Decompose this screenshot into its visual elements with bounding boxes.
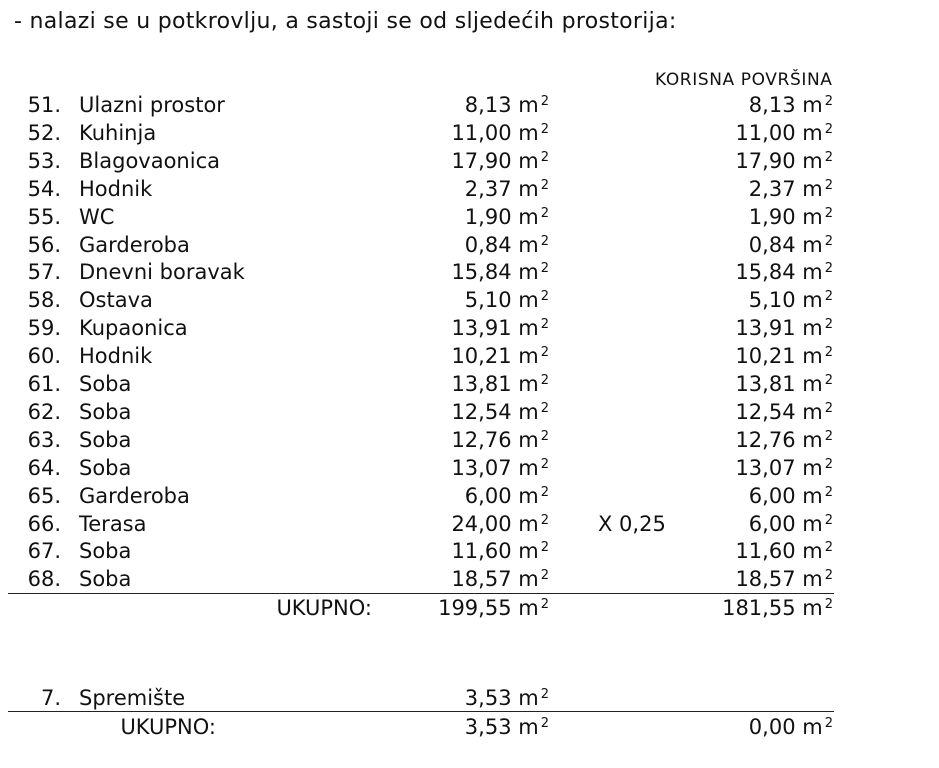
room-name: Hodnik <box>79 176 153 201</box>
room-name: Hodnik <box>79 344 153 369</box>
unit: m <box>802 427 823 452</box>
total2-divider <box>8 711 834 712</box>
room-num: 51. <box>27 93 61 117</box>
unit: m <box>518 148 539 173</box>
room-useful-value: 12,76 <box>735 427 796 452</box>
unit: m <box>802 539 823 564</box>
unit: m <box>518 399 539 424</box>
room-name: Garderoba <box>79 232 190 257</box>
room-area <box>451 398 549 426</box>
room-num: 54. <box>27 176 61 201</box>
unit: m <box>518 686 539 710</box>
room-num: 66. <box>27 511 61 536</box>
table-row <box>0 537 939 565</box>
room-useful-area <box>735 426 833 454</box>
table-row <box>0 203 939 231</box>
unit-sup: 2 <box>540 289 549 305</box>
unit: m <box>518 120 539 145</box>
room-area <box>465 231 549 259</box>
unit-sup: 2 <box>540 716 549 731</box>
room-useful-area <box>749 203 833 231</box>
unit: m <box>518 260 539 285</box>
room-useful-area <box>735 454 833 482</box>
unit: m <box>518 567 539 592</box>
room-area-value: 18,57 <box>451 567 512 592</box>
room-name: Terasa <box>79 511 147 536</box>
room-area <box>451 258 549 286</box>
room-useful-value: 1,90 <box>748 204 796 229</box>
storage-row <box>0 684 939 712</box>
storage-num: 7. <box>40 686 61 710</box>
table-row <box>0 398 939 426</box>
unit-sup: 2 <box>824 121 833 137</box>
unit-sup: 2 <box>824 261 833 277</box>
unit: m <box>802 399 823 424</box>
room-name: Garderoba <box>79 483 190 508</box>
room-area <box>465 482 549 510</box>
room-num: 60. <box>27 344 61 369</box>
unit-sup: 2 <box>824 94 833 109</box>
room-useful-area <box>749 482 833 510</box>
room-name: Soba <box>79 567 132 592</box>
room-useful-value: 13,91 <box>735 316 796 341</box>
room-name: Soba <box>79 427 132 452</box>
total2-useful <box>749 713 833 741</box>
unit-sup: 2 <box>824 233 833 249</box>
room-num: 65. <box>27 483 61 508</box>
table-row <box>0 175 939 203</box>
unit-sup: 2 <box>540 345 549 361</box>
total-label: UKUPNO: <box>276 596 372 620</box>
room-area-value: 15,84 <box>451 260 512 285</box>
unit-sup: 2 <box>540 261 549 277</box>
room-area-value: 12,76 <box>451 427 512 452</box>
total-useful-value: 181,55 <box>722 596 796 620</box>
room-name: WC <box>79 204 115 229</box>
unit-sup: 2 <box>540 512 549 528</box>
room-useful-area <box>749 175 833 203</box>
unit: m <box>802 511 823 536</box>
unit: m <box>802 120 823 145</box>
room-area-value: 11,00 <box>451 120 512 145</box>
unit: m <box>518 483 539 508</box>
room-useful-area <box>749 91 833 119</box>
room-area <box>451 119 549 147</box>
room-area-value: 1,90 <box>464 204 512 229</box>
unit: m <box>802 316 823 341</box>
room-area <box>451 370 549 398</box>
room-name: Soba <box>79 399 132 424</box>
room-useful-value: 13,81 <box>735 372 796 396</box>
unit-sup: 2 <box>824 540 833 556</box>
room-useful-area <box>735 147 833 175</box>
unit-sup: 2 <box>824 484 833 500</box>
unit: m <box>518 93 539 117</box>
unit-sup: 2 <box>540 373 549 388</box>
unit-sup: 2 <box>540 233 549 249</box>
room-area <box>451 342 549 370</box>
unit: m <box>802 344 823 369</box>
room-useful-area <box>735 537 833 565</box>
room-num: 64. <box>27 455 61 480</box>
total-row <box>0 594 939 622</box>
room-area <box>451 537 549 565</box>
storage-area-value: 3,53 <box>464 686 512 710</box>
room-area-value: 12,54 <box>451 399 512 424</box>
table-row <box>0 565 939 593</box>
room-num: 59. <box>27 316 61 341</box>
room-useful-value: 6,00 <box>748 511 796 536</box>
room-name: Blagovaonica <box>79 148 220 173</box>
room-name: Soba <box>79 539 132 564</box>
room-area <box>465 286 549 314</box>
unit-sup: 2 <box>824 317 833 333</box>
room-useful-area <box>735 314 833 342</box>
unit: m <box>518 455 539 480</box>
total2-row <box>0 713 939 741</box>
room-useful-area <box>735 398 833 426</box>
total-area-value: 199,55 <box>438 596 512 620</box>
table-row <box>0 482 939 510</box>
room-area <box>451 426 549 454</box>
unit-sup: 2 <box>824 289 833 305</box>
unit-sup: 2 <box>540 597 549 612</box>
unit: m <box>802 372 823 396</box>
table-row <box>0 342 939 370</box>
unit: m <box>518 427 539 452</box>
storage-name: Spremište <box>79 686 186 710</box>
unit: m <box>518 511 539 536</box>
room-name: Dnevni boravak <box>79 260 245 285</box>
room-useful-value: 13,07 <box>735 455 796 480</box>
room-name: Kupaonica <box>79 316 188 341</box>
useful-area-header: KORISNA POVRŠINA <box>655 70 833 90</box>
room-multiplier: X 0,25 <box>598 511 666 536</box>
room-num: 56. <box>27 232 61 257</box>
unit-sup: 2 <box>540 317 549 333</box>
unit: m <box>518 715 539 739</box>
unit: m <box>802 715 823 739</box>
room-area-value: 8,13 <box>464 93 512 117</box>
unit: m <box>802 204 823 229</box>
unit-sup: 2 <box>824 716 833 731</box>
room-area-value: 24,00 <box>451 511 512 536</box>
unit: m <box>802 232 823 257</box>
table-row <box>0 454 939 482</box>
room-useful-area <box>749 510 833 538</box>
room-name: Ostava <box>79 288 153 313</box>
room-num: 61. <box>27 372 61 396</box>
room-name: Soba <box>79 455 132 480</box>
unit-sup: 2 <box>540 177 549 193</box>
unit: m <box>518 176 539 201</box>
room-num: 63. <box>27 427 61 452</box>
unit-sup: 2 <box>540 540 549 556</box>
unit: m <box>518 204 539 229</box>
unit-sup: 2 <box>540 400 549 416</box>
room-area-value: 13,81 <box>451 372 512 396</box>
unit: m <box>802 176 823 201</box>
total-useful <box>722 594 833 622</box>
table-row <box>0 510 939 538</box>
unit: m <box>518 232 539 257</box>
unit-sup: 2 <box>824 205 833 221</box>
room-num: 62. <box>27 399 61 424</box>
unit-sup: 2 <box>540 456 549 472</box>
total-area <box>438 594 549 622</box>
room-useful-value: 12,54 <box>735 399 796 424</box>
room-useful-value: 0,84 <box>748 232 796 257</box>
unit-sup: 2 <box>540 687 549 702</box>
total2-area-value: 3,53 <box>464 715 512 739</box>
unit: m <box>518 596 539 620</box>
table-row <box>0 258 939 286</box>
unit: m <box>518 344 539 369</box>
room-useful-value: 6,00 <box>748 483 796 508</box>
unit-sup: 2 <box>540 149 549 165</box>
room-name: Kuhinja <box>79 120 157 145</box>
unit-sup: 2 <box>540 484 549 500</box>
room-area <box>465 203 549 231</box>
room-area <box>465 175 549 203</box>
room-useful-area <box>735 119 833 147</box>
table-row <box>0 314 939 342</box>
unit: m <box>518 316 539 341</box>
room-num: 53. <box>27 148 61 173</box>
room-name: Soba <box>79 372 132 396</box>
room-area-value: 0,84 <box>464 232 512 257</box>
unit: m <box>802 260 823 285</box>
room-area <box>451 510 549 538</box>
total2-useful-value: 0,00 <box>748 715 796 739</box>
room-area-value: 5,10 <box>464 288 512 313</box>
room-useful-value: 17,90 <box>735 148 796 173</box>
room-name: Ulazni prostor <box>79 93 225 117</box>
unit: m <box>518 372 539 396</box>
room-useful-area <box>735 342 833 370</box>
room-useful-value: 10,21 <box>735 344 796 369</box>
unit-sup: 2 <box>824 345 833 361</box>
room-area-value: 13,91 <box>451 316 512 341</box>
room-area <box>451 565 549 593</box>
unit: m <box>802 567 823 592</box>
table-row <box>0 91 939 119</box>
unit-sup: 2 <box>540 205 549 221</box>
unit: m <box>802 483 823 508</box>
unit: m <box>802 93 823 117</box>
unit-sup: 2 <box>824 400 833 416</box>
table-row <box>0 231 939 259</box>
room-num: 67. <box>27 539 61 564</box>
room-useful-value: 11,60 <box>735 539 796 564</box>
room-area-value: 13,07 <box>451 455 512 480</box>
room-num: 68. <box>27 567 61 592</box>
table-row <box>0 370 939 398</box>
room-area-value: 11,60 <box>451 539 512 564</box>
unit-sup: 2 <box>824 512 833 528</box>
room-area-value: 2,37 <box>464 176 512 201</box>
unit-sup: 2 <box>824 428 833 444</box>
total2-label: UKUPNO: <box>120 715 216 739</box>
unit-sup: 2 <box>540 428 549 444</box>
table-row <box>0 426 939 454</box>
total2-area <box>465 713 549 741</box>
room-area <box>451 147 549 175</box>
table-row <box>0 147 939 175</box>
room-useful-value: 15,84 <box>735 260 796 285</box>
room-useful-value: 8,13 <box>748 93 796 117</box>
storage-area <box>465 684 549 712</box>
unit-sup: 2 <box>824 177 833 193</box>
room-area-value: 17,90 <box>451 148 512 173</box>
unit: m <box>802 455 823 480</box>
unit: m <box>802 288 823 313</box>
unit-sup: 2 <box>824 373 833 388</box>
room-useful-area <box>735 370 833 398</box>
room-area-value: 6,00 <box>464 483 512 508</box>
room-num: 55. <box>27 204 61 229</box>
unit-sup: 2 <box>824 597 833 612</box>
unit-sup: 2 <box>824 568 833 584</box>
unit: m <box>518 539 539 564</box>
unit-sup: 2 <box>540 121 549 137</box>
table-row <box>0 119 939 147</box>
room-useful-value: 2,37 <box>748 176 796 201</box>
room-useful-area <box>735 258 833 286</box>
room-area <box>451 454 549 482</box>
unit-sup: 2 <box>540 94 549 109</box>
room-useful-value: 18,57 <box>735 567 796 592</box>
unit-sup: 2 <box>540 568 549 584</box>
unit: m <box>802 148 823 173</box>
room-useful-area <box>735 565 833 593</box>
room-area <box>451 314 549 342</box>
unit: m <box>802 596 823 620</box>
intro-text: - nalazi se u potkrovlju, a sastoji se od sljedećih prostorija: <box>14 9 677 34</box>
room-useful-value: 5,10 <box>748 288 796 313</box>
room-area <box>465 91 549 119</box>
unit: m <box>518 288 539 313</box>
table-row <box>0 286 939 314</box>
room-num: 57. <box>27 260 61 285</box>
room-num: 52. <box>27 120 61 145</box>
room-useful-area <box>749 286 833 314</box>
room-area-value: 10,21 <box>451 344 512 369</box>
room-useful-area <box>749 231 833 259</box>
room-num: 58. <box>27 288 61 313</box>
unit-sup: 2 <box>824 149 833 165</box>
unit-sup: 2 <box>824 456 833 472</box>
room-useful-value: 11,00 <box>735 120 796 145</box>
